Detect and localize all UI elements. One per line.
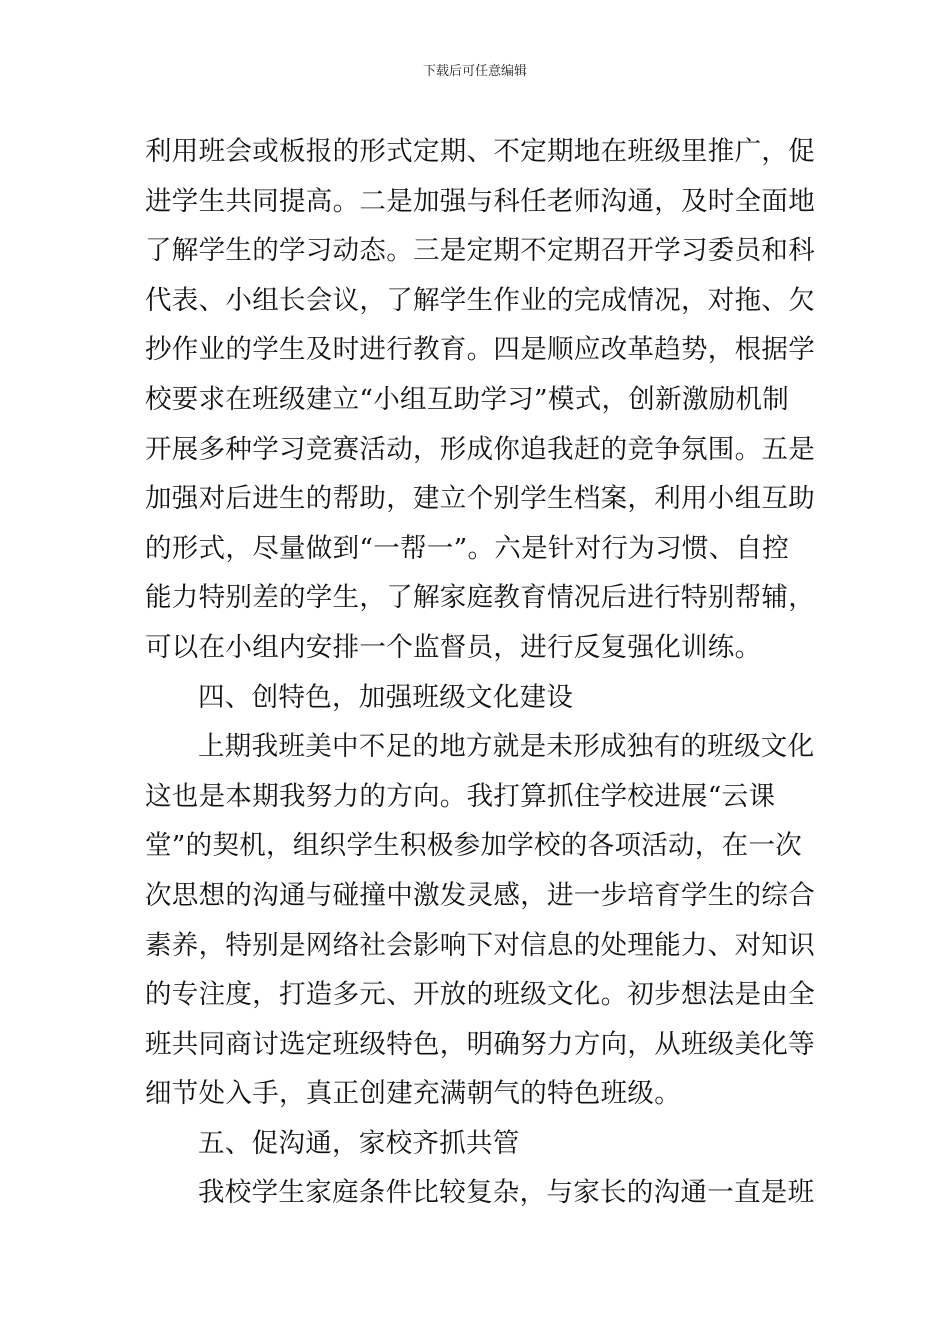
document-body [145, 127, 815, 1218]
paragraph-line: 抄作业的学生及时进行教育。四是顺应改革趋势，根据学 [145, 334, 815, 366]
paragraph-line: 上期我班美中不足的地方就是未形成独有的班级文化 [198, 731, 815, 763]
paragraph-line: 素养，特别是网络社会影响下对信息的处理能力、对知识 [145, 929, 815, 961]
paragraph-line: 可以在小组内安排一个监督员，进行反复强化训练。 [145, 631, 762, 663]
page-header: 下载后可任意编辑 [422, 64, 527, 79]
paragraph-line: 开展多种学习竞赛活动，形成你追我赶的竞争氛围。五是 [145, 433, 815, 465]
paragraph-line: 这也是本期我努力的方向。我打算抓住学校进展“云课 [145, 780, 776, 812]
paragraph-line: 代表、小组长会议，了解学生作业的完成情况，对拖、欠 [145, 284, 815, 316]
paragraph-line: 利用班会或板报的形式定期、不定期地在班级里推广，促 [145, 136, 815, 167]
paragraph-line: 校要求在班级建立“小组互助学习”模式，创新激励机制 [145, 383, 790, 415]
paragraph-line: 我校学生家庭条件比较复杂，与家长的沟通一直是班 [198, 1177, 815, 1209]
paragraph-line: 细节处入手，真正创建充满朝气的特色班级。 [145, 1078, 681, 1110]
paragraph-line: 堂”的契机，组织学生积极参加学校的各项活动，在一次 [145, 830, 803, 862]
paragraph-line: 了解学生的学习动态。三是定期不定期召开学习委员和科 [145, 235, 815, 267]
section-heading: 五、促沟通，家校齐抓共管 [198, 1127, 520, 1159]
paragraph-line: 班共同商讨选定班级特色，明确努力方向，从班级美化等 [145, 1028, 815, 1060]
paragraph-line: 的专注度，打造多元、开放的班级文化。初步想法是由全 [145, 979, 815, 1011]
paragraph-line: 能力特别差的学生，了解家庭教育情况后进行特别帮辅， [145, 582, 815, 614]
paragraph-line: 加强对后进生的帮助，建立个别学生档案，利用小组互助 [145, 483, 815, 515]
paragraph-line: 的形式，尽量做到“一帮一”。六是针对行为习惯、自控 [145, 532, 790, 564]
paragraph-line: 次思想的沟通与碰撞中激发灵感，进一步培育学生的综合 [145, 879, 815, 911]
section-heading: 四、创特色，加强班级文化建设 [198, 681, 574, 713]
paragraph-line: 进学生共同提高。二是加强与科任老师沟通，及时全面地 [145, 185, 815, 217]
